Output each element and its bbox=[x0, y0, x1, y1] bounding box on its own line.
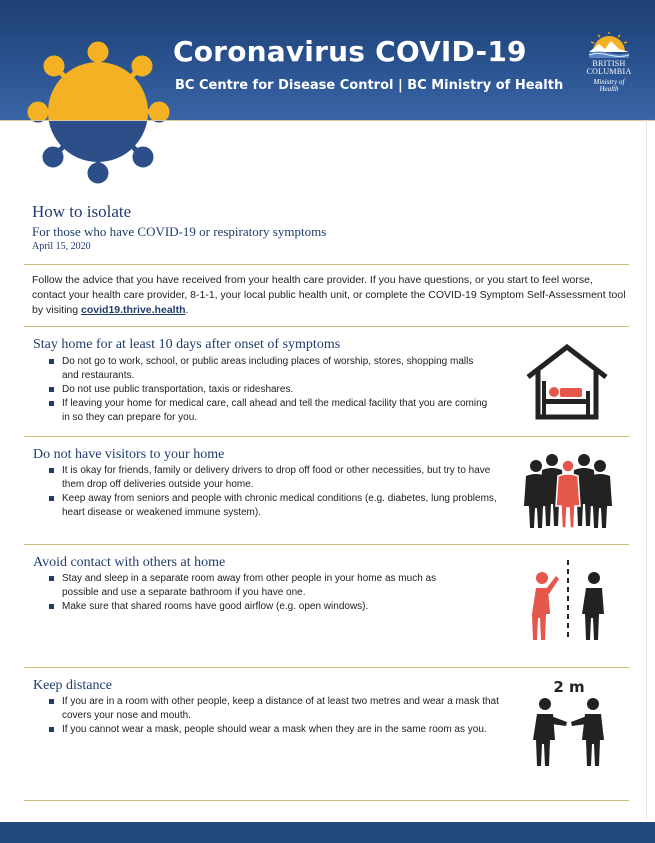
section-title: Do not have visitors to your home bbox=[33, 447, 225, 462]
list-item: Keep away from seniors and people with chronic medical conditions (e.g. diabetes, lung problems, heart disease or weakened immune system). bbox=[48, 492, 498, 520]
divider bbox=[24, 544, 629, 545]
footer-bar bbox=[0, 822, 655, 843]
list-item: If you cannot wear a mask, people should wear a mask when they are in the same room as you. bbox=[48, 723, 503, 737]
intro-end: . bbox=[185, 304, 189, 316]
page-subtitle: BC Centre for Disease Control | BC Ministry of Health bbox=[175, 78, 564, 93]
intro-text: Follow the advice that you have received from your health care provider. If you have questions, or you start to feel worse, contact your health care provider, 8-1-1, your local public health unit, or complete the COVID-19 Symptom Self-Assessment tool by visiting bbox=[32, 274, 626, 316]
separated-people-icon bbox=[526, 558, 610, 642]
two-people-icon bbox=[527, 696, 611, 768]
section-bullets bbox=[48, 355, 488, 425]
section-title: Keep distance bbox=[33, 678, 112, 693]
intro-paragraph bbox=[32, 273, 627, 318]
document-date: April 15, 2020 bbox=[32, 241, 91, 252]
list-item: Do not go to work, school, or public areas including places of worship, stores, shopping malls and restaurants. bbox=[48, 355, 488, 383]
list-item: Stay and sleep in a separate room away from other people in your home as much as possible and use a separate bathroom if you have one. bbox=[48, 572, 468, 600]
list-item: Do not use public transportation, taxis or rideshares. bbox=[48, 383, 488, 397]
section-bullets bbox=[48, 695, 503, 737]
two-metre-distance-icon bbox=[527, 678, 611, 768]
divider bbox=[24, 326, 629, 327]
section-bullets bbox=[48, 572, 468, 614]
group-of-people-icon bbox=[524, 450, 612, 528]
page-title: Coronavirus COVID-19 bbox=[173, 35, 527, 68]
virus-icon bbox=[26, 40, 171, 185]
divider bbox=[24, 667, 629, 668]
section-title: Stay home for at least 10 days after onset of symptoms bbox=[33, 337, 341, 352]
logo-text-columbia: COLUMBIA bbox=[586, 67, 632, 76]
list-item: If you are in a room with other people, keep a distance of at least two metres and wear a mask that covers your nose and mouth. bbox=[48, 695, 503, 723]
logo-text-ministry: Ministry of bbox=[593, 78, 625, 86]
page-edge-line bbox=[646, 120, 647, 820]
bc-government-logo bbox=[583, 32, 635, 102]
house-sick-bed-icon bbox=[524, 343, 610, 421]
header-divider bbox=[0, 120, 655, 121]
document-subtitle: For those who have COVID-19 or respiratory symptoms bbox=[32, 224, 327, 239]
section-title: Avoid contact with others at home bbox=[33, 555, 226, 570]
divider bbox=[24, 800, 629, 801]
bc-sun-icon bbox=[587, 32, 631, 58]
document-title: How to isolate bbox=[32, 202, 132, 221]
logo-text-health: Health bbox=[599, 85, 619, 93]
list-item: If leaving your home for medical care, call ahead and tell the medical facility that you are coming in so they can prepare for you. bbox=[48, 397, 488, 425]
divider bbox=[24, 436, 629, 437]
list-item: Make sure that shared rooms have good airflow (e.g. open windows). bbox=[48, 600, 468, 614]
section-bullets bbox=[48, 464, 498, 520]
symptom-tool-link[interactable]: covid19.thrive.health bbox=[81, 304, 186, 316]
divider bbox=[24, 264, 629, 265]
list-item: It is okay for friends, family or delivery drivers to drop off food or other necessities, but try to have them drop off deliveries outside your home. bbox=[48, 464, 498, 492]
logo-text-british: BRITISH bbox=[592, 59, 626, 68]
distance-label: 2 m bbox=[553, 678, 585, 696]
